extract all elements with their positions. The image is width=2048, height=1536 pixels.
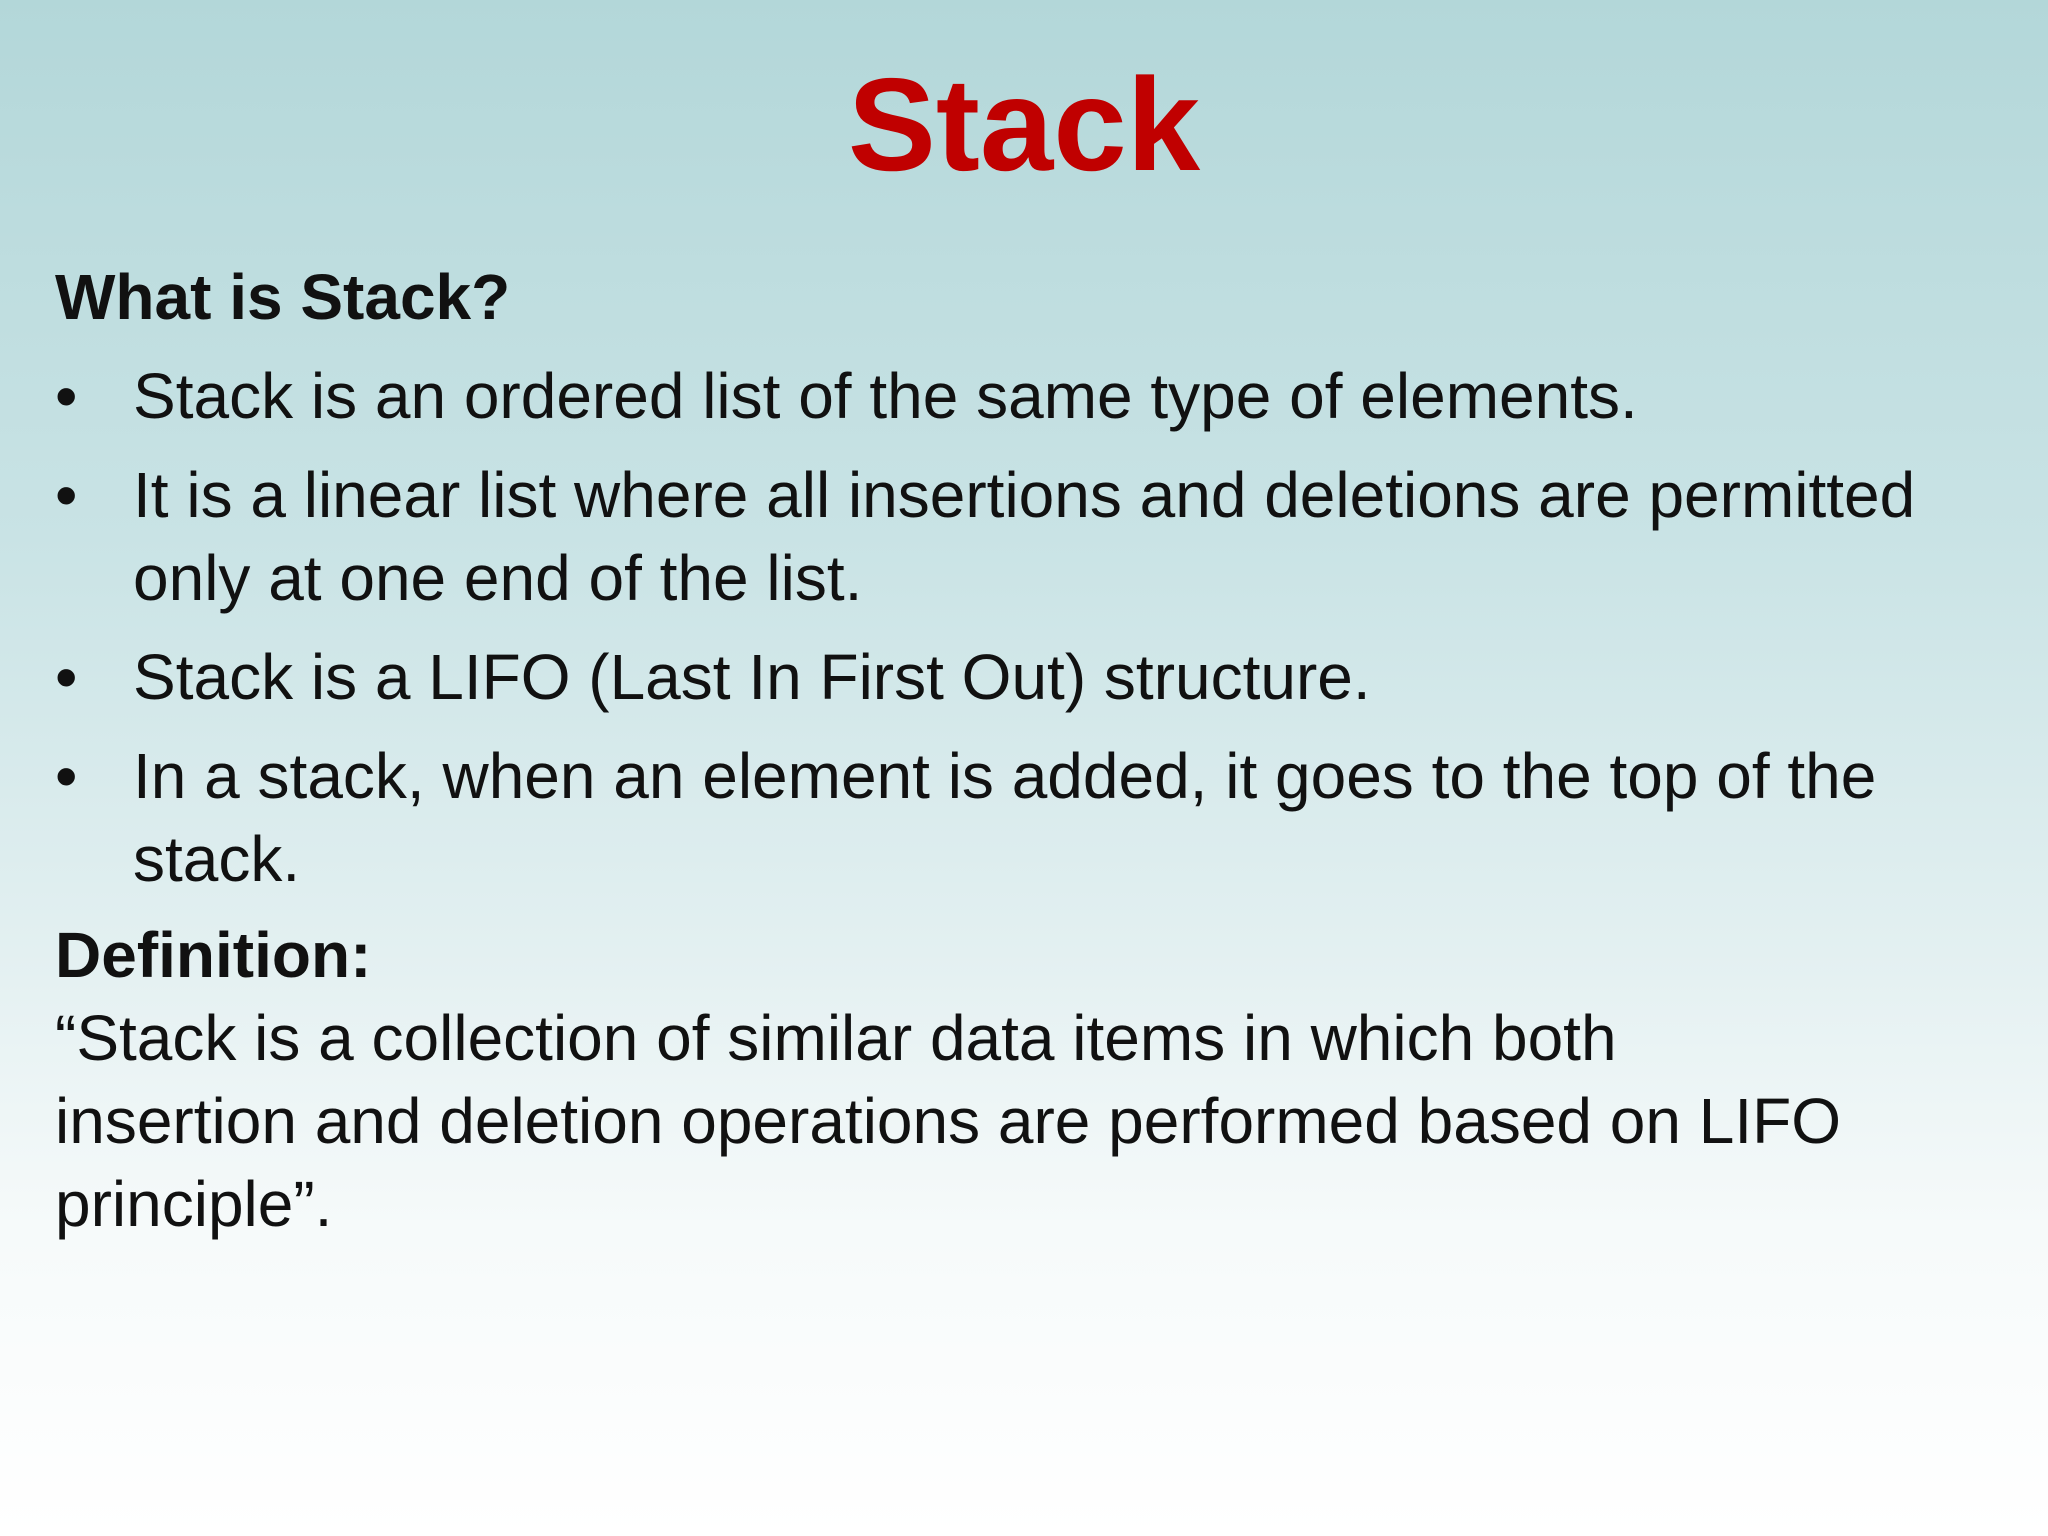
definition-heading: Definition: <box>55 919 372 991</box>
bullet-dot-icon: • <box>55 360 78 432</box>
slide-title: Stack <box>847 51 1201 198</box>
bullet-item <box>55 636 1995 719</box>
bullet-item <box>55 355 1995 438</box>
bullet-dot-icon: • <box>55 641 78 713</box>
bullet-text: It is a linear list where all insertions and deletions are permitted only at one end of the list. <box>133 459 1916 614</box>
slide-content <box>55 255 1995 1246</box>
bullet-text: In a stack, when an element is added, it goes to the top of the stack. <box>133 740 1877 895</box>
definition-text: “Stack is a collection of similar data items in which both insertion and deletion operations are performed based on LIFO principle”. <box>55 1002 1841 1240</box>
bullet-item <box>55 454 1995 620</box>
bullet-text: Stack is an ordered list of the same type of elements. <box>133 360 1638 432</box>
bullet-text: Stack is a LIFO (Last In First Out) structure. <box>133 641 1371 713</box>
bullet-dot-icon: • <box>55 459 78 531</box>
bullet-dot-icon: • <box>55 740 78 812</box>
bullet-list <box>55 355 1995 901</box>
what-is-heading: What is Stack? <box>55 261 511 333</box>
bullet-item <box>55 735 1995 901</box>
